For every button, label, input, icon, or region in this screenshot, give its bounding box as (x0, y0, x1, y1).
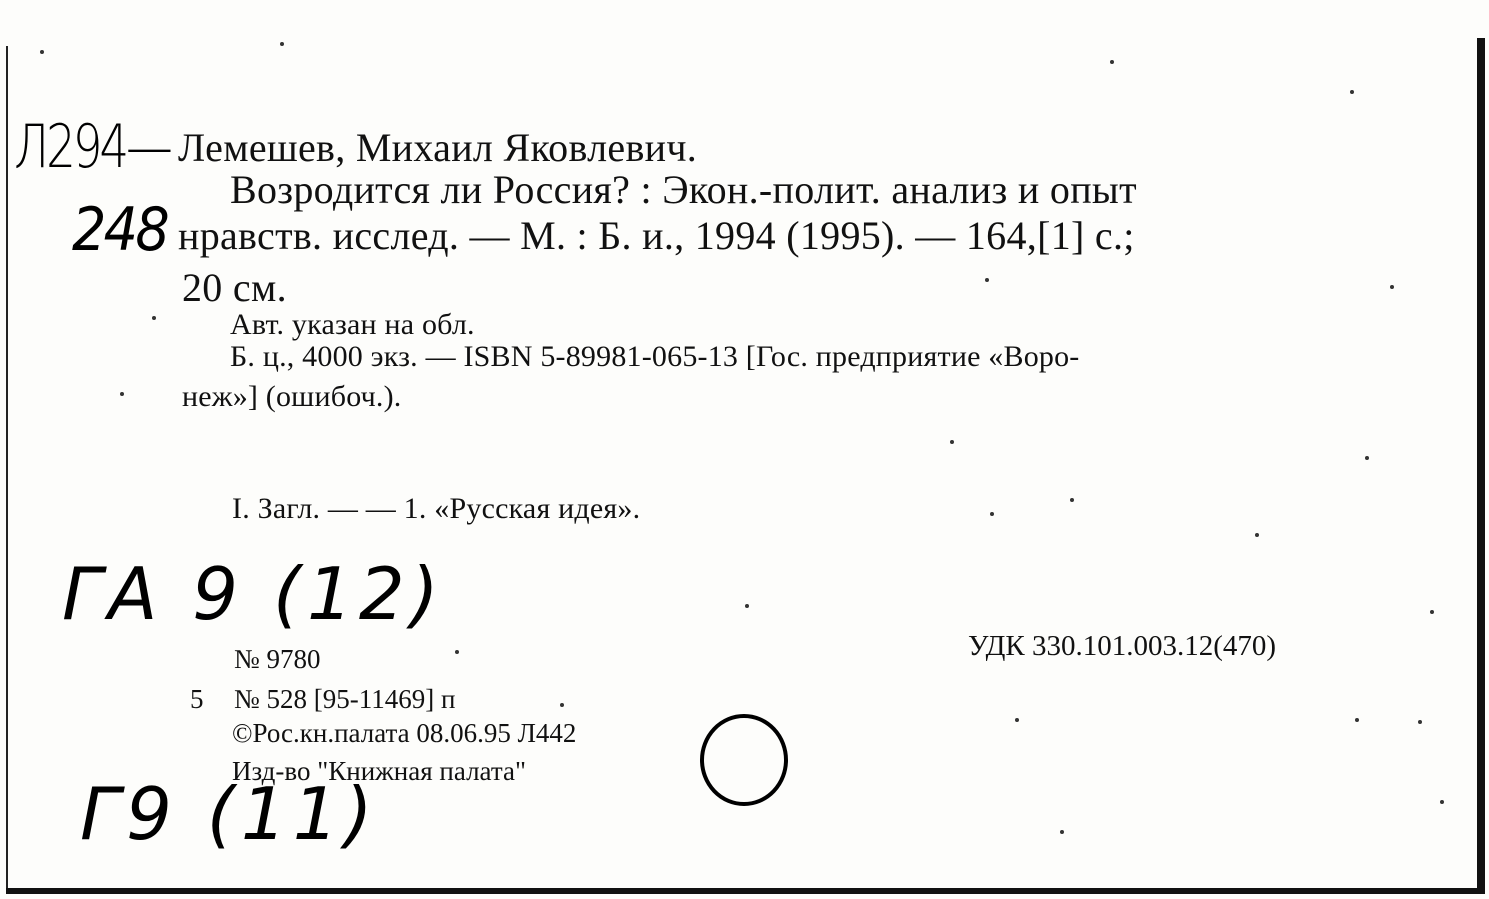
tracings: I. Загл. — — 1. «Русская идея». (232, 492, 641, 525)
register-prefix: 5 (190, 684, 204, 714)
drawn-circle (700, 712, 792, 808)
handwritten-classification-1: ГА 9 (12) (62, 552, 445, 636)
title-line-2: нравств. исслед. — М. : Б. и., 1994 (1995). — 164,[1] с.; (178, 213, 1135, 258)
card-left-border (6, 46, 8, 891)
handwritten-classification-2: Г9 (11) (80, 772, 379, 856)
title-line-3: 20 см. (182, 265, 287, 310)
register-number-1: № 9780 (234, 644, 321, 674)
udc-code: УДК 330.101.003.12(470) (968, 630, 1277, 662)
note-isbn-line-1: Б. ц., 4000 экз. — ISBN 5-89981-065-13 [Гос. предприятие «Воро- (230, 340, 1080, 373)
card-bottom-border (6, 888, 1485, 894)
register-number-2: № 528 [95-11469] п (234, 684, 456, 714)
author-heading: Лемешев, Михаил Яковлевич. (178, 125, 698, 170)
title-line-1: Возродится ли Россия? : Экон.-полит. анализ и опыт (230, 167, 1137, 212)
card-right-border (1477, 38, 1485, 894)
note-isbn-line-2: неж»] (ошибоч.). (182, 380, 402, 413)
copyright-line: ©Рос.кн.палата 08.06.95 Л442 (232, 718, 577, 748)
handwritten-call-number-top: Л294— (14, 112, 170, 182)
handwritten-call-number-bottom: 248 (72, 195, 167, 265)
publisher-line: Изд-во "Книжная палата" (232, 756, 526, 786)
note-author: Авт. указан на обл. (230, 308, 475, 341)
